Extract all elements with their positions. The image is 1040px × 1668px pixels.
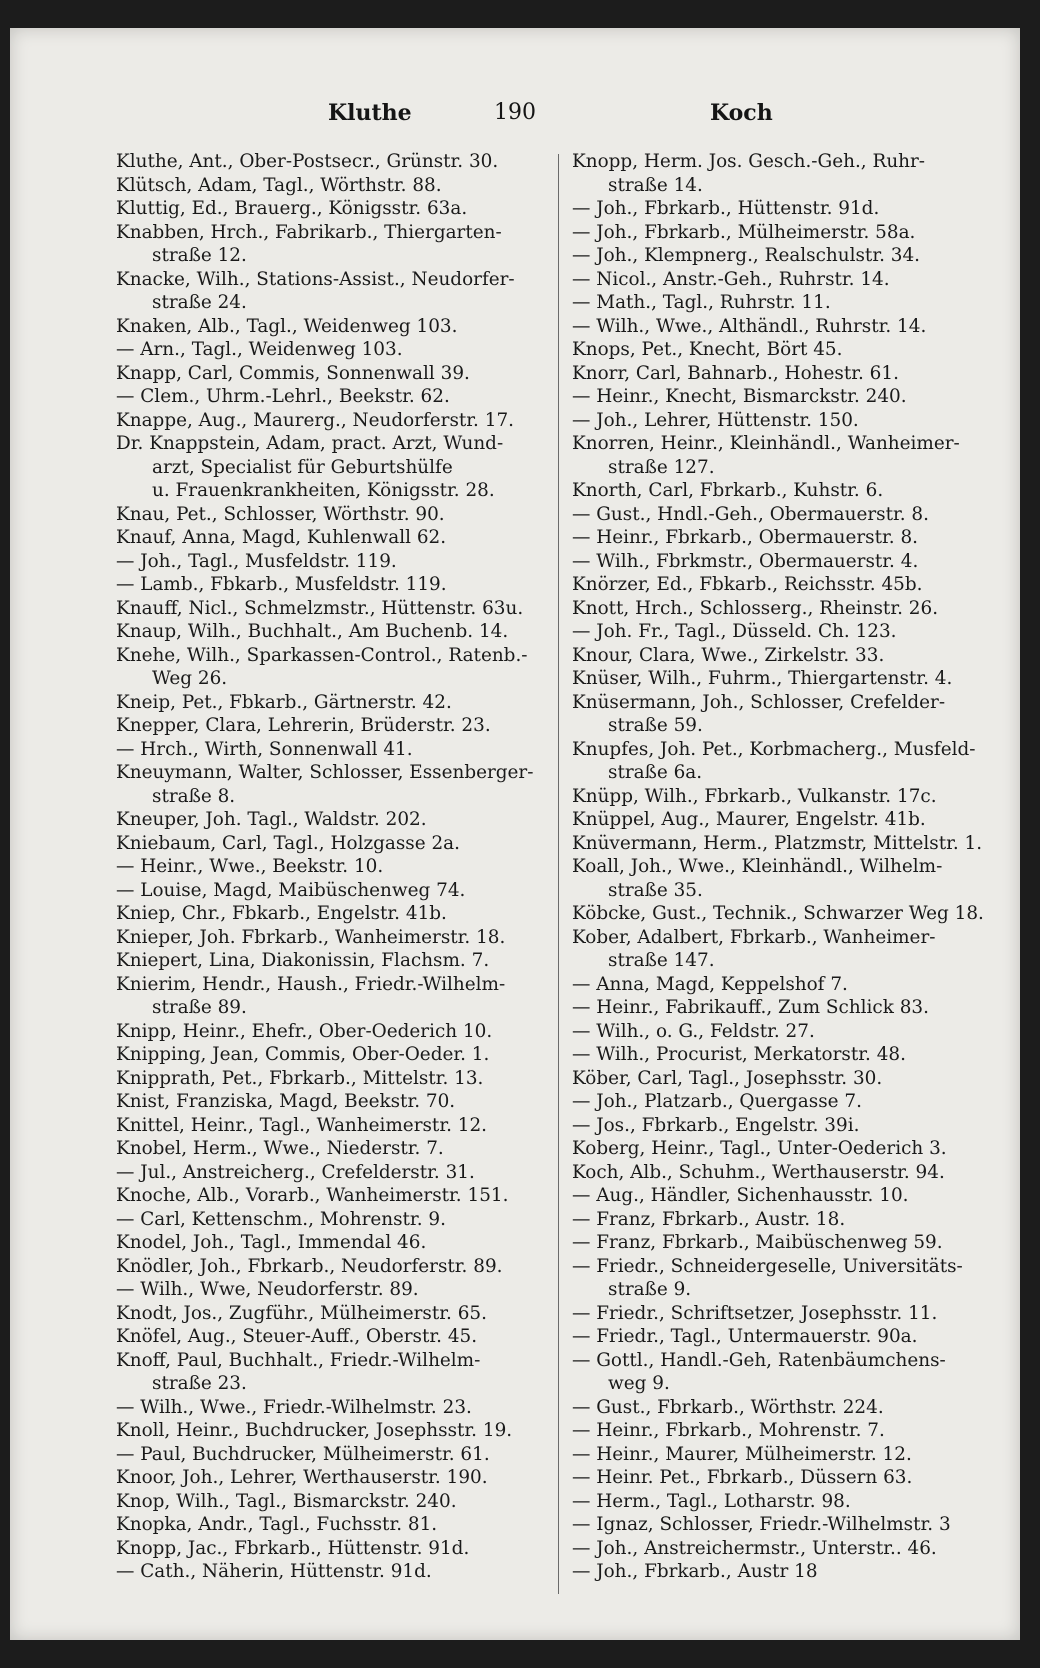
directory-entry xyxy=(572,1396,1010,1420)
entry-text: Knörzer, Ed., Fbkarb., Reichsstr. 45b. xyxy=(572,574,923,595)
entry-text: Knüppel, Aug., Maurer, Engelstr. 41b. xyxy=(572,809,926,830)
directory-entry xyxy=(572,1302,1010,1326)
column-divider xyxy=(558,154,559,1594)
entry-text: — Carl, Kettenschm., Mohrenstr. 9. xyxy=(116,1208,446,1230)
directory-entry xyxy=(572,902,1010,926)
entry-text: — Paul, Buchdrucker, Mülheimerstr. 61. xyxy=(116,1443,490,1465)
entry-text: — Clem., Uhrm.-Lehrl., Beekstr. 62. xyxy=(116,386,450,407)
entry-text: Klütsch, Adam, Tagl., Wörthstr. 88. xyxy=(116,174,442,196)
directory-entry xyxy=(116,855,554,879)
entry-text: Koall, Joh., Wwe., Kleinhändl., Wilhelm- xyxy=(572,856,943,877)
running-head xyxy=(10,100,1020,130)
entry-text: Knupfes, Joh. Pet., Korbmacherg., Musfeld- xyxy=(572,738,976,760)
entry-text: — Wilh., Procurist, Merkatorstr. 48. xyxy=(572,1044,906,1065)
directory-entry xyxy=(116,1043,554,1067)
entry-text: — Heinr., Fbrkarb., Obermauerstr. 8. xyxy=(572,527,919,548)
directory-entry xyxy=(116,1137,554,1161)
entry-text: Knittel, Heinr., Tagl., Wanheimerstr. 12. xyxy=(116,1114,488,1136)
entry-text: — Joh., Anstreichermstr., Unterstr.. 46. xyxy=(572,1537,937,1559)
entry-continuation: straße 12. xyxy=(152,245,247,266)
directory-entry xyxy=(116,1090,554,1114)
entry-text: — Jul., Anstreicherg., Crefelderstr. 31. xyxy=(116,1161,475,1183)
directory-entry xyxy=(572,973,1010,997)
directory-entry xyxy=(572,268,1010,292)
entry-text: Kluttig, Ed., Brauerg., Königsstr. 63a. xyxy=(116,198,468,219)
directory-entry xyxy=(116,949,554,973)
directory-entry xyxy=(116,221,554,268)
directory-entry xyxy=(572,926,1010,973)
directory-entry xyxy=(116,385,554,409)
entry-text: — Heinr. Pet., Fbrkarb., Düssern 63. xyxy=(572,1467,913,1488)
entry-text: Koch, Alb., Schuhm., Werthauserstr. 94. xyxy=(572,1161,945,1183)
entry-text: — Joh., Fbrkarb., Hüttenstr. 91d. xyxy=(572,198,880,219)
directory-entry xyxy=(116,644,554,691)
directory-entry xyxy=(116,714,554,738)
entry-text: Knacke, Wilh., Stations-Assist., Neudorfer- xyxy=(116,268,515,290)
directory-entry xyxy=(572,1020,1010,1044)
directory-entry xyxy=(572,1537,1010,1561)
entry-text: — Gust., Hndl.-Geh., Obermauerstr. 8. xyxy=(572,503,929,525)
entry-text: Knipprath, Pet., Fbrkarb., Mittelstr. 13. xyxy=(116,1067,484,1089)
entry-text: — Arn., Tagl., Weidenweg 103. xyxy=(116,339,403,360)
entry-text: — Lamb., Fbkarb., Musfeldstr. 119. xyxy=(116,574,447,595)
directory-entry xyxy=(116,973,554,1020)
directory-entry xyxy=(116,1114,554,1138)
directory-entry xyxy=(572,738,1010,785)
directory-page xyxy=(10,28,1020,1640)
entry-continuation: straße 127. xyxy=(608,456,715,478)
entry-text: Knüpp, Wilh., Fbrkarb., Vulkanstr. 17c. xyxy=(572,785,937,807)
entry-text: — Joh. Fr., Tagl., Düsseld. Ch. 123. xyxy=(572,621,897,642)
entry-text: — Hrch., Wirth, Sonnenwall 41. xyxy=(116,738,413,760)
directory-entry xyxy=(116,409,554,433)
entry-text: Knüvermann, Herm., Platzmstr, Mittelstr. 1. xyxy=(572,832,983,854)
entry-text: — Joh., Platzarb., Quergasse 7. xyxy=(572,1091,862,1112)
directory-entry xyxy=(572,620,1010,644)
entry-text: Knaup, Wilh., Buchhalt., Am Buchenb. 14. xyxy=(116,621,509,642)
directory-entry xyxy=(572,691,1010,738)
directory-entry xyxy=(572,1137,1010,1161)
directory-entry xyxy=(572,1114,1010,1138)
directory-entry xyxy=(572,1490,1010,1514)
entry-continuation: straße 6a. xyxy=(608,762,703,783)
entry-text: — Aug., Händler, Sichenhausstr. 10. xyxy=(572,1185,909,1206)
directory-entry xyxy=(116,761,554,808)
entry-text: Knour, Clara, Wwe., Zirkelstr. 33. xyxy=(572,644,885,666)
directory-entry xyxy=(116,1231,554,1255)
entry-text: — Friedr., Tagl., Untermauerstr. 90a. xyxy=(572,1326,918,1347)
directory-entry xyxy=(572,150,1010,197)
right-column xyxy=(572,150,1010,1584)
entry-text: Knauff, Nicl., Schmelzmstr., Hüttenstr. 63u. xyxy=(116,597,524,619)
entry-text: Knepper, Clara, Lehrerin, Brüderstr. 23. xyxy=(116,715,491,736)
directory-entry xyxy=(572,526,1010,550)
directory-entry xyxy=(572,221,1010,245)
entry-text: Knabben, Hrch., Fabrikarb., Thiergarten- xyxy=(116,221,502,243)
directory-entry xyxy=(116,1161,554,1185)
entry-continuation: straße 147. xyxy=(608,950,715,971)
entry-text: Knops, Pet., Knecht, Bört 45. xyxy=(572,339,843,360)
directory-entry xyxy=(116,1396,554,1420)
directory-entry xyxy=(116,1278,554,1302)
entry-text: Knopp, Herm. Jos. Gesch.-Geh., Ruhr- xyxy=(572,151,926,172)
directory-entry xyxy=(572,315,1010,339)
directory-entry xyxy=(116,879,554,903)
entry-text: — Heinr., Knecht, Bismarckstr. 240. xyxy=(572,386,907,407)
entry-text: Knierim, Hendr., Haush., Friedr.-Wilhelm- xyxy=(116,973,506,995)
directory-entry xyxy=(116,926,554,950)
directory-entry xyxy=(116,315,554,339)
entry-text: Knop, Wilh., Tagl., Bismarckstr. 240. xyxy=(116,1490,457,1512)
entry-text: Knappe, Aug., Maurerg., Neudorferstr. 17. xyxy=(116,409,514,431)
entry-continuation: straße 23. xyxy=(152,1373,247,1394)
directory-entry xyxy=(116,1020,554,1044)
entry-text: Knoll, Heinr., Buchdrucker, Josephsstr. 19. xyxy=(116,1420,513,1441)
entry-text: Knipp, Heinr., Ehefr., Ober-Oederich 10. xyxy=(116,1020,493,1042)
entry-text: Knopka, Andr., Tagl., Fuchsstr. 81. xyxy=(116,1514,438,1535)
directory-entry xyxy=(572,1560,1010,1584)
entry-text: — Cath., Näherin, Hüttenstr. 91d. xyxy=(116,1561,432,1582)
entry-text: Knorr, Carl, Bahnarb., Hohestr. 61. xyxy=(572,362,899,384)
directory-entry xyxy=(572,996,1010,1020)
directory-entry xyxy=(572,1443,1010,1467)
entry-text: Knauf, Anna, Magd, Kuhlenwall 62. xyxy=(116,527,447,548)
directory-entry xyxy=(116,1325,554,1349)
directory-entry xyxy=(116,1184,554,1208)
directory-entry xyxy=(572,1349,1010,1396)
entry-text: — Joh., Fbrkarb., Austr 18 xyxy=(572,1561,818,1582)
entry-continuation: straße 89. xyxy=(152,997,247,1018)
directory-entry xyxy=(116,362,554,386)
directory-entry xyxy=(572,832,1010,856)
directory-entry xyxy=(116,738,554,762)
directory-entry xyxy=(572,409,1010,433)
directory-entry xyxy=(116,1419,554,1443)
entry-text: — Friedr., Schriftsetzer, Josephsstr. 11. xyxy=(572,1302,938,1324)
directory-entry xyxy=(116,1349,554,1396)
entry-text: Knoor, Joh., Lehrer, Werthauserstr. 190. xyxy=(116,1467,488,1488)
entry-text: Knorren, Heinr., Kleinhändl., Wanheimer- xyxy=(572,433,960,454)
entry-text: Knobel, Herm., Wwe., Niederstr. 7. xyxy=(116,1138,444,1159)
entry-text: — Wilh., Fbrkmstr., Obermauerstr. 4. xyxy=(572,550,919,572)
entry-text: Kniep, Chr., Fbkarb., Engelstr. 41b. xyxy=(116,903,447,924)
directory-entry xyxy=(116,1466,554,1490)
directory-entry xyxy=(572,1419,1010,1443)
entry-text: — Louise, Magd, Maibüschenweg 74. xyxy=(116,879,466,901)
directory-entry xyxy=(116,503,554,527)
directory-entry xyxy=(572,362,1010,386)
entry-text: Kniepert, Lina, Diakonissin, Flachsm. 7. xyxy=(116,950,490,971)
entry-text: — Heinr., Wwe., Beekstr. 10. xyxy=(116,856,384,877)
header-first-entry: Kluthe xyxy=(328,100,412,126)
entry-text: — Joh., Klempnerg., Realschulstr. 34. xyxy=(572,245,921,266)
entry-text: — Jos., Fbrkarb., Engelstr. 39i. xyxy=(572,1114,860,1136)
entry-text: — Friedr., Schneidergeselle, Universitäts- xyxy=(572,1255,963,1277)
entry-continuation: straße 35. xyxy=(608,879,703,901)
entry-text: — Franz, Fbrkarb., Maibüschenweg 59. xyxy=(572,1232,943,1253)
entry-text: Kniebaum, Carl, Tagl., Holzgasse 2a. xyxy=(116,832,460,854)
directory-entry xyxy=(116,1537,554,1561)
entry-text: Knüsermann, Joh., Schlosser, Crefelder- xyxy=(572,691,946,713)
directory-entry xyxy=(572,573,1010,597)
directory-entry xyxy=(572,1466,1010,1490)
directory-entry xyxy=(116,1490,554,1514)
header-last-entry: Koch xyxy=(710,100,773,126)
directory-entry xyxy=(116,597,554,621)
entry-text: Knöfel, Aug., Steuer-Auff., Oberstr. 45. xyxy=(116,1326,478,1347)
directory-entry xyxy=(572,1325,1010,1349)
directory-entry xyxy=(116,526,554,550)
directory-entry xyxy=(572,1161,1010,1185)
directory-entry xyxy=(116,832,554,856)
entry-text: Knipping, Jean, Commis, Ober-Oeder. 1. xyxy=(116,1044,490,1065)
entry-continuation: straße 24. xyxy=(152,292,247,313)
directory-entry xyxy=(572,644,1010,668)
directory-entry xyxy=(572,667,1010,691)
entry-continuation: straße 14. xyxy=(608,174,703,196)
directory-entry xyxy=(116,573,554,597)
directory-entry xyxy=(572,197,1010,221)
directory-entry xyxy=(116,620,554,644)
directory-entry xyxy=(116,197,554,221)
directory-entry xyxy=(116,268,554,315)
directory-entry xyxy=(116,432,554,479)
entry-text: Knodt, Jos., Zugführ., Mülheimerstr. 65. xyxy=(116,1302,487,1324)
entry-text: Dr. Knappstein, Adam, pract. Arzt, Wund- xyxy=(116,433,504,454)
directory-entry xyxy=(116,1255,554,1279)
directory-entry xyxy=(116,1443,554,1467)
entry-text: Knüser, Wilh., Fuhrm., Thiergartenstr. 4. xyxy=(572,668,953,689)
directory-entry xyxy=(116,150,554,174)
entry-text: Knapp, Carl, Commis, Sonnenwall 39. xyxy=(116,362,470,384)
directory-entry xyxy=(572,1090,1010,1114)
directory-entry xyxy=(572,1231,1010,1255)
entry-text: Koberg, Heinr., Tagl., Unter-Oederich 3. xyxy=(572,1138,947,1159)
directory-entry xyxy=(572,808,1010,832)
entry-text: Kneip, Pet., Fbkarb., Gärtnerstr. 42. xyxy=(116,691,452,713)
directory-entry xyxy=(572,432,1010,479)
entry-text: — Gottl., Handl.-Geh, Ratenbäumchens- xyxy=(572,1349,946,1371)
entry-text: — Wilh., o. G., Feldstr. 27. xyxy=(572,1020,815,1042)
entry-text: — Joh., Lehrer, Hüttenstr. 150. xyxy=(572,409,859,431)
entry-text: — Heinr., Fabrikauff., Zum Schlick 83. xyxy=(572,997,929,1018)
directory-entry xyxy=(572,338,1010,362)
directory-entry xyxy=(572,503,1010,527)
entry-text: Knott, Hrch., Schlosserg., Rheinstr. 26. xyxy=(572,597,939,619)
entry-text: Knau, Pet., Schlosser, Wörthstr. 90. xyxy=(116,503,445,525)
directory-entry xyxy=(116,808,554,832)
directory-entry xyxy=(116,338,554,362)
entry-text: — Franz, Fbrkarb., Austr. 18. xyxy=(572,1208,846,1230)
entry-text: Knodel, Joh., Tagl., Immendal 46. xyxy=(116,1232,427,1253)
page-number: 190 xyxy=(494,100,536,125)
directory-entry xyxy=(572,785,1010,809)
directory-entry xyxy=(116,691,554,715)
directory-entry xyxy=(116,1513,554,1537)
entry-text: Kneuymann, Walter, Schlosser, Essenberger- xyxy=(116,762,534,783)
entry-text: Knehe, Wilh., Sparkassen-Control., Ratenb.- xyxy=(116,644,528,666)
entry-continuation: weg 9. xyxy=(608,1373,670,1394)
entry-text: — Math., Tagl., Ruhrstr. 11. xyxy=(572,292,831,313)
directory-entry xyxy=(572,479,1010,503)
directory-entry xyxy=(116,1067,554,1091)
entry-text: — Heinr., Maurer, Mülheimerstr. 12. xyxy=(572,1443,912,1465)
entry-continuation: u. Frauenkrankheiten, Königsstr. 28. xyxy=(152,480,495,501)
entry-text: — Wilh., Wwe, Neudorferstr. 89. xyxy=(116,1279,419,1300)
directory-entry xyxy=(116,174,554,198)
entry-continuation: arzt, Specialist für Geburtshülfe xyxy=(152,456,453,478)
entry-text: — Joh., Fbrkarb., Mülheimerstr. 58a. xyxy=(572,221,916,243)
directory-entry xyxy=(572,1255,1010,1302)
entry-text: Kluthe, Ant., Ober-Postsecr., Grünstr. 30. xyxy=(116,151,499,172)
entry-text: — Heinr., Fbrkarb., Mohrenstr. 7. xyxy=(572,1420,885,1441)
entry-text: Köber, Carl, Tagl., Josephsstr. 30. xyxy=(572,1067,883,1089)
entry-text: Knieper, Joh. Fbrkarb., Wanheimerstr. 18. xyxy=(116,926,506,948)
entry-text: Knödler, Joh., Fbrkarb., Neudorferstr. 89. xyxy=(116,1255,503,1277)
directory-entry xyxy=(572,1043,1010,1067)
entry-text: — Wilh., Wwe., Friedr.-Wilhelmstr. 23. xyxy=(116,1396,472,1418)
directory-entry xyxy=(572,550,1010,574)
directory-entry xyxy=(116,1208,554,1232)
directory-entry xyxy=(572,855,1010,902)
entry-text: Köbcke, Gust., Technik., Schwarzer Weg 18. xyxy=(572,903,984,924)
entry-continuation: straße 59. xyxy=(608,715,703,736)
directory-entry xyxy=(116,1560,554,1584)
directory-entry xyxy=(572,1208,1010,1232)
entry-text: Knist, Franziska, Magd, Beekstr. 70. xyxy=(116,1091,456,1112)
directory-entry xyxy=(572,597,1010,621)
directory-entry xyxy=(572,385,1010,409)
directory-entry xyxy=(572,1513,1010,1537)
entry-text: — Joh., Tagl., Musfeldstr. 119. xyxy=(116,550,397,572)
entry-text: — Wilh., Wwe., Althändl., Ruhrstr. 14. xyxy=(572,315,927,337)
directory-entry xyxy=(116,479,554,503)
left-column xyxy=(116,150,554,1584)
entry-continuation: straße 8. xyxy=(152,785,236,807)
entry-text: — Gust., Fbrkarb., Wörthstr. 224. xyxy=(572,1396,884,1418)
entry-text: Kober, Adalbert, Fbrkarb., Wanheimer- xyxy=(572,926,936,948)
entry-text: Knoche, Alb., Vorarb., Wanheimerstr. 151. xyxy=(116,1185,509,1206)
entry-text: — Ignaz, Schlosser, Friedr.-Wilhelmstr. 3 xyxy=(572,1514,951,1535)
directory-entry xyxy=(572,291,1010,315)
directory-entry xyxy=(572,1067,1010,1091)
directory-entry xyxy=(116,550,554,574)
directory-entry xyxy=(572,1184,1010,1208)
entry-continuation: straße 9. xyxy=(608,1279,692,1300)
entry-continuation: Weg 26. xyxy=(152,668,228,689)
entry-text: — Anna, Magd, Keppelshof 7. xyxy=(572,973,848,995)
entry-text: Knorth, Carl, Fbrkarb., Kuhstr. 6. xyxy=(572,480,884,501)
entry-text: Knopp, Jac., Fbrkarb., Hüttenstr. 91d. xyxy=(116,1537,470,1559)
entry-text: — Herm., Tagl., Lotharstr. 98. xyxy=(572,1490,851,1512)
entry-text: Kneuper, Joh. Tagl., Waldstr. 202. xyxy=(116,809,427,830)
entry-text: Knaken, Alb., Tagl., Weidenweg 103. xyxy=(116,315,458,337)
directory-entry xyxy=(116,1302,554,1326)
entry-text: — Nicol., Anstr.-Geh., Ruhrstr. 14. xyxy=(572,268,890,290)
entry-text: Knoff, Paul, Buchhalt., Friedr.-Wilhelm- xyxy=(116,1349,481,1371)
directory-entry xyxy=(116,902,554,926)
directory-entry xyxy=(572,244,1010,268)
